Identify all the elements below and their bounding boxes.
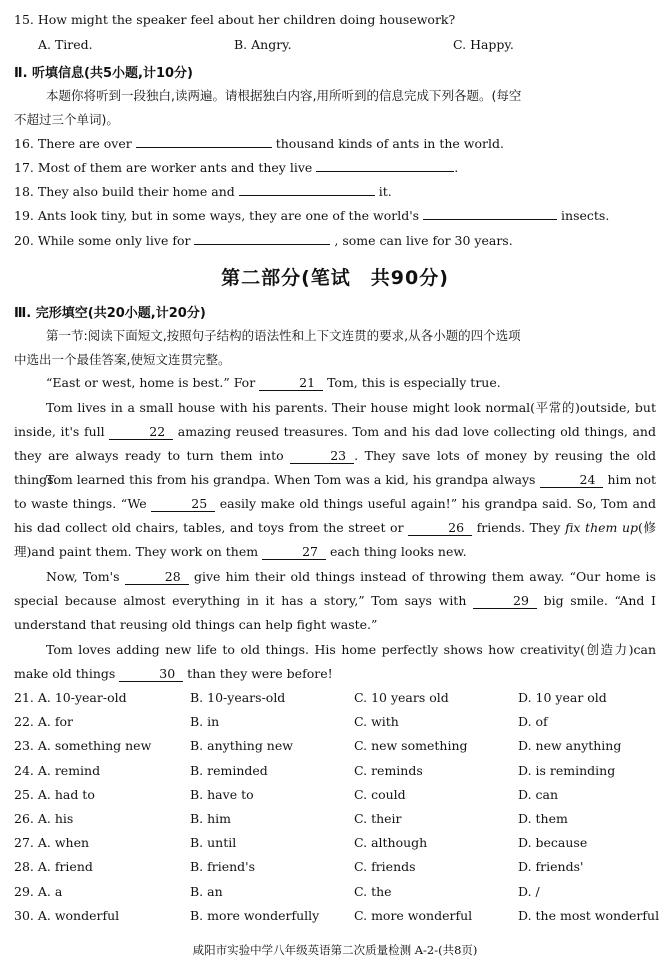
option-q27-b: B. until xyxy=(190,835,237,851)
option-q24-c: C. reminds xyxy=(354,762,423,778)
passage-text: “East or west, home is best.” For xyxy=(46,375,256,390)
option-q26-a: 26. A. his xyxy=(14,811,74,826)
passage-text: amazing reused treasures. Tom and his dad love collecting old things, and they are always ready to turn them into xyxy=(14,424,656,463)
option-q27-a: 27. A. when xyxy=(14,835,90,851)
option-q30-c: C. more wonderful xyxy=(354,907,473,923)
option-q27-d: D. because xyxy=(518,835,588,851)
fill-item-18 xyxy=(14,182,392,199)
option-q29-c: C. the xyxy=(354,883,392,899)
passage-text: Now, Tom's xyxy=(46,569,120,584)
passage-text: Tom loves adding new life to old things. His home perfectly shows how creativity(创造力)can make old things xyxy=(14,642,656,681)
blank-21: 21 xyxy=(259,375,323,391)
option-q23-c: C. new something xyxy=(354,738,468,754)
section-3-instruction-1: 第一节:阅读下面短文,按照句子结构的语法性和上下文连贯的要求,从各小题的四个选项 xyxy=(46,328,521,343)
option-q29-a: 29. A. a xyxy=(14,883,63,899)
blank-30: 30 xyxy=(119,666,183,682)
option-q26-b: B. him xyxy=(190,811,232,826)
fill-19-post: insects. xyxy=(561,208,610,223)
fill-item-19 xyxy=(14,206,609,223)
fill-item-20 xyxy=(14,231,513,248)
passage-text: Tom, this is especially true. xyxy=(327,375,501,390)
blank-22: 22 xyxy=(109,424,173,440)
passage-paragraph-4 xyxy=(14,565,656,637)
option-q23-a: 23. A. something new xyxy=(14,738,152,754)
option-q30-a: 30. A. wonderful xyxy=(14,907,120,923)
passage-text: . They save lots of money by reusing the old things. xyxy=(14,448,656,487)
option-q26-d: D. them xyxy=(518,811,568,826)
option-q30-d: D. the most wonderful xyxy=(518,907,660,923)
fill-17-blank xyxy=(316,158,454,172)
fill-18-pre: 18. They also build their home and xyxy=(14,184,235,199)
option-q23-b: B. anything new xyxy=(190,738,293,754)
passage-text: than they were before! xyxy=(187,666,333,681)
blank-23: 23 xyxy=(290,448,354,464)
page-footer: 咸阳市实验中学八年级英语第二次质量检测 A-2-(共8页) xyxy=(192,943,478,957)
passage-text: big smile. “And I understand that reusing old things can help fight waste.” xyxy=(14,593,656,632)
passage-text: Tom lives in a small house with his parents. Their house might look normal(平常的)outside, but inside, it's full xyxy=(14,400,656,439)
option-q21-b: B. 10-years-old xyxy=(190,690,286,705)
blank-25: 25 xyxy=(151,496,215,512)
fill-19-pre: 19. Ants look tiny, but in some ways, they are one of the world's xyxy=(14,208,420,223)
option-q25-b: B. have to xyxy=(190,786,254,802)
option-q28-c: C. friends xyxy=(354,859,416,875)
option-q25-c: C. could xyxy=(354,786,406,802)
fill-16-blank xyxy=(136,134,272,148)
option-q27-c: C. although xyxy=(354,835,428,851)
option-q28-b: B. friend's xyxy=(190,859,256,875)
option-q26-c: C. their xyxy=(354,811,402,826)
option-q30-b: B. more wonderfully xyxy=(190,907,320,923)
fill-17-post: . xyxy=(454,160,459,175)
fill-18-blank xyxy=(239,182,375,196)
blank-27: 27 xyxy=(262,544,326,560)
fill-17-pre: 17. Most of them are worker ants and they live xyxy=(14,160,313,175)
option-q21-a: 21. A. 10-year-old xyxy=(14,690,127,705)
blank-29: 29 xyxy=(473,593,537,609)
passage-text: give him their old things instead of throwing them away. “Our home is special because almost everything in it has a story,” Tom says with xyxy=(14,569,656,608)
option-q29-b: B. an xyxy=(190,883,223,899)
section-2-instruction-2: 不超过三个单词)。 xyxy=(14,112,119,127)
passage-paragraph-3 xyxy=(14,468,656,564)
option-q22-b: B. in xyxy=(190,714,220,730)
passage-italic-text: fix them up xyxy=(565,520,638,535)
blank-28: 28 xyxy=(125,569,189,585)
fill-16-pre: 16. There are over xyxy=(14,136,132,151)
fill-18-post: it. xyxy=(378,184,392,199)
section-2-heading: Ⅱ. 听填信息(共5小题,计10分) xyxy=(14,66,193,81)
blank-26: 26 xyxy=(408,520,472,536)
option-q21-d: D. 10 year old xyxy=(518,690,607,705)
option-q25-d: D. can xyxy=(518,786,559,802)
option-q29-d: D. / xyxy=(518,883,540,899)
fill-20-pre: 20. While some only live for xyxy=(14,233,191,248)
passage-paragraph-5 xyxy=(14,638,656,686)
question-15-stem: 15. How might the speaker feel about her children doing housework? xyxy=(14,12,456,27)
q15-option-c: C. Happy. xyxy=(453,37,514,52)
part-2-title: 第二部分(笔试 共90分) xyxy=(221,267,449,289)
passage-text: him not to waste things. “We xyxy=(14,472,656,511)
fill-item-17 xyxy=(14,158,458,175)
section-3-heading: Ⅲ. 完形填空(共20小题,计20分) xyxy=(14,306,206,321)
section-2-instruction-1: 本题你将听到一段独白,读两遍。请根据独白内容,用所听到的信息完成下列各题。(每空 xyxy=(46,88,522,103)
option-q24-a: 24. A. remind xyxy=(14,762,101,778)
option-q23-d: D. new anything xyxy=(518,738,622,754)
option-q22-a: 22. A. for xyxy=(14,714,73,730)
option-q28-a: 28. A. friend xyxy=(14,859,93,875)
option-q22-c: C. with xyxy=(354,714,399,730)
passage-text: friends. They xyxy=(476,520,561,535)
option-q25-a: 25. A. had to xyxy=(14,786,95,802)
option-q28-d: D. friends' xyxy=(518,859,584,875)
passage-paragraph-1 xyxy=(14,371,656,395)
fill-19-blank xyxy=(423,206,557,220)
passage-text: (修理)and paint them. They work on them xyxy=(14,520,656,559)
passage-text: easily make old things useful again!” his grandpa said. So, Tom and his dad collect old chairs, tables, and toys from the street or xyxy=(14,496,656,535)
option-q24-d: D. is reminding xyxy=(518,762,616,778)
blank-24: 24 xyxy=(540,472,604,488)
option-q22-d: D. of xyxy=(518,714,548,730)
fill-item-16 xyxy=(14,134,504,151)
passage-text: Tom learned this from his grandpa. When Tom was a kid, his grandpa always xyxy=(46,472,536,487)
section-3-instruction-2: 中选出一个最佳答案,使短文连贯完整。 xyxy=(14,352,231,367)
option-q21-c: C. 10 years old xyxy=(354,690,449,705)
passage-text: each thing looks new. xyxy=(329,544,467,559)
q15-option-a: A. Tired. xyxy=(38,37,93,52)
option-q24-b: B. reminded xyxy=(190,762,268,778)
q15-option-b: B. Angry. xyxy=(234,37,292,52)
fill-20-post: , some can live for 30 years. xyxy=(334,233,513,248)
fill-20-blank xyxy=(194,231,330,245)
fill-16-post: thousand kinds of ants in the world. xyxy=(275,136,504,151)
